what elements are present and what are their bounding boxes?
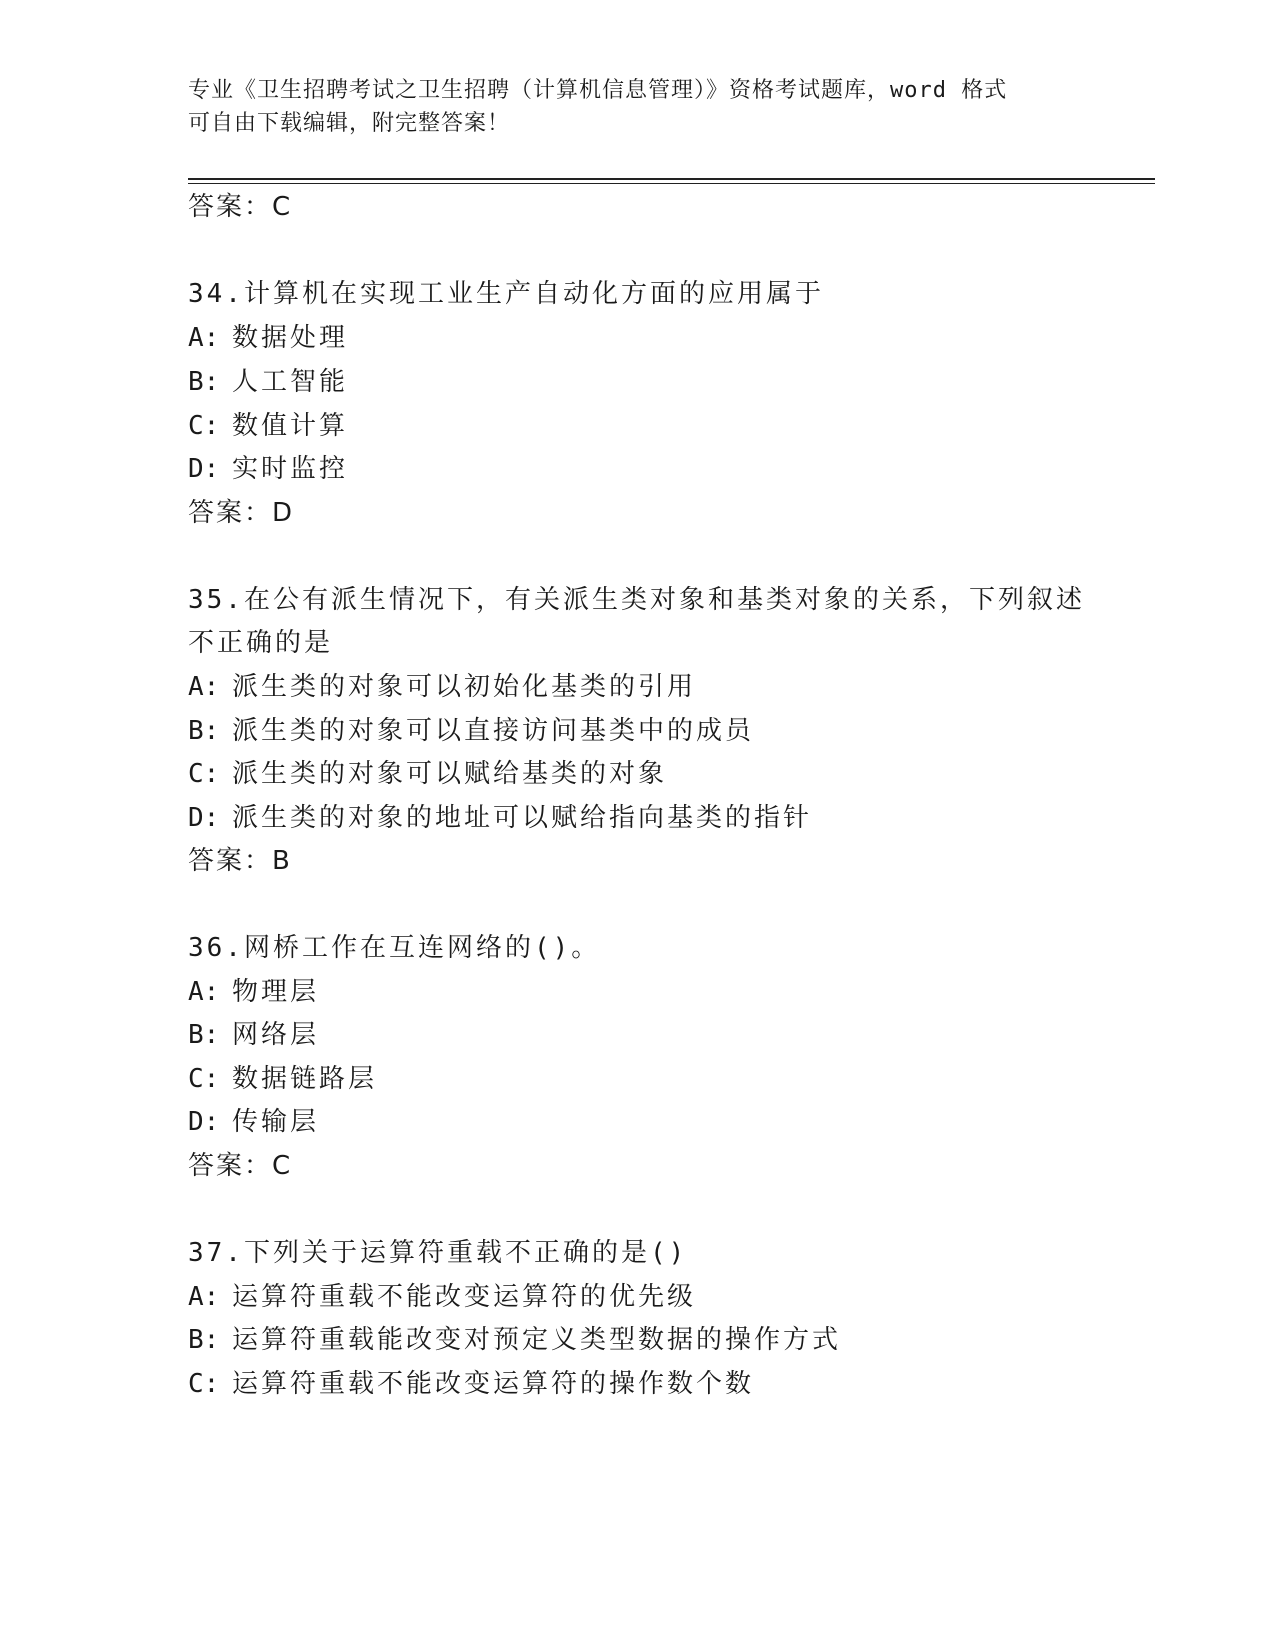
option-d: [188, 452, 348, 486]
option-text: 运算符重载能改变对预定义类型数据的操作方式: [232, 1325, 842, 1355]
header-line-1: 专业《卫生招聘考试之卫生招聘（计算机信息管理）》资格考试题库，word 格式: [188, 78, 1008, 103]
option-text: 数值计算: [232, 411, 349, 441]
question-stem-continued: 不正确的是: [188, 628, 334, 658]
option-a: [188, 975, 319, 1009]
option-letter: A:: [188, 1282, 220, 1312]
question-stem: 37.下列关于运算符重载不正确的是(): [188, 1238, 688, 1268]
question-stem: 34.计算机在实现工业生产自动化方面的应用属于: [188, 279, 824, 309]
option-text: 派生类的对象可以初始化基类的引用: [232, 672, 697, 702]
option-text: 运算符重载不能改变运算符的优先级: [232, 1282, 697, 1312]
answer-line: 答案：C: [188, 192, 293, 222]
answer-line: 答案：D: [188, 498, 295, 528]
option-b: [188, 1323, 841, 1357]
header-divider-thick: [188, 178, 1155, 180]
option-letter: B:: [188, 367, 220, 397]
option-c: [188, 409, 348, 443]
option-b: [188, 714, 754, 748]
document-header: [188, 74, 1088, 140]
option-text: 物理层: [232, 977, 320, 1007]
question-stem: 35.在公有派生情况下，有关派生类对象和基类对象的关系，下列叙述: [188, 585, 1085, 615]
header-divider-thin: [188, 183, 1155, 184]
option-letter: D:: [188, 454, 220, 484]
option-text: 派生类的对象可以赋给基类的对象: [232, 759, 668, 789]
option-letter: C:: [188, 759, 220, 789]
option-a: [188, 1280, 696, 1314]
option-letter: A:: [188, 977, 220, 1007]
option-text: 传输层: [232, 1107, 320, 1137]
option-letter: B:: [188, 716, 220, 746]
option-d: [188, 1105, 319, 1139]
option-text: 实时监控: [232, 454, 349, 484]
option-d: [188, 801, 812, 835]
option-text: 运算符重载不能改变运算符的操作数个数: [232, 1369, 755, 1399]
option-letter: A:: [188, 672, 220, 702]
option-text: 数据处理: [232, 323, 349, 353]
option-letter: A:: [188, 323, 220, 353]
header-line-2: 可自由下载编辑，附完整答案！: [188, 111, 511, 136]
option-text: 派生类的对象可以直接访问基类中的成员: [232, 716, 755, 746]
option-text: 人工智能: [232, 367, 349, 397]
option-letter: C:: [188, 411, 220, 441]
option-b: [188, 365, 348, 399]
option-text: 数据链路层: [232, 1064, 378, 1094]
option-text: 派生类的对象的地址可以赋给指向基类的指针: [232, 803, 813, 833]
answer-line: 答案：B: [188, 846, 292, 876]
question-stem: 36.网桥工作在互连网络的()。: [188, 933, 601, 963]
option-letter: C:: [188, 1064, 220, 1094]
answer-line: 答案：C: [188, 1151, 293, 1181]
option-letter: B:: [188, 1020, 220, 1050]
option-a: [188, 670, 696, 704]
option-letter: C:: [188, 1369, 220, 1399]
option-c: [188, 1367, 754, 1401]
option-a: [188, 321, 348, 355]
option-text: 网络层: [232, 1020, 320, 1050]
option-c: [188, 757, 667, 791]
option-letter: D:: [188, 803, 220, 833]
option-c: [188, 1062, 377, 1096]
option-letter: D:: [188, 1107, 220, 1137]
option-letter: B:: [188, 1325, 220, 1355]
option-b: [188, 1018, 319, 1052]
